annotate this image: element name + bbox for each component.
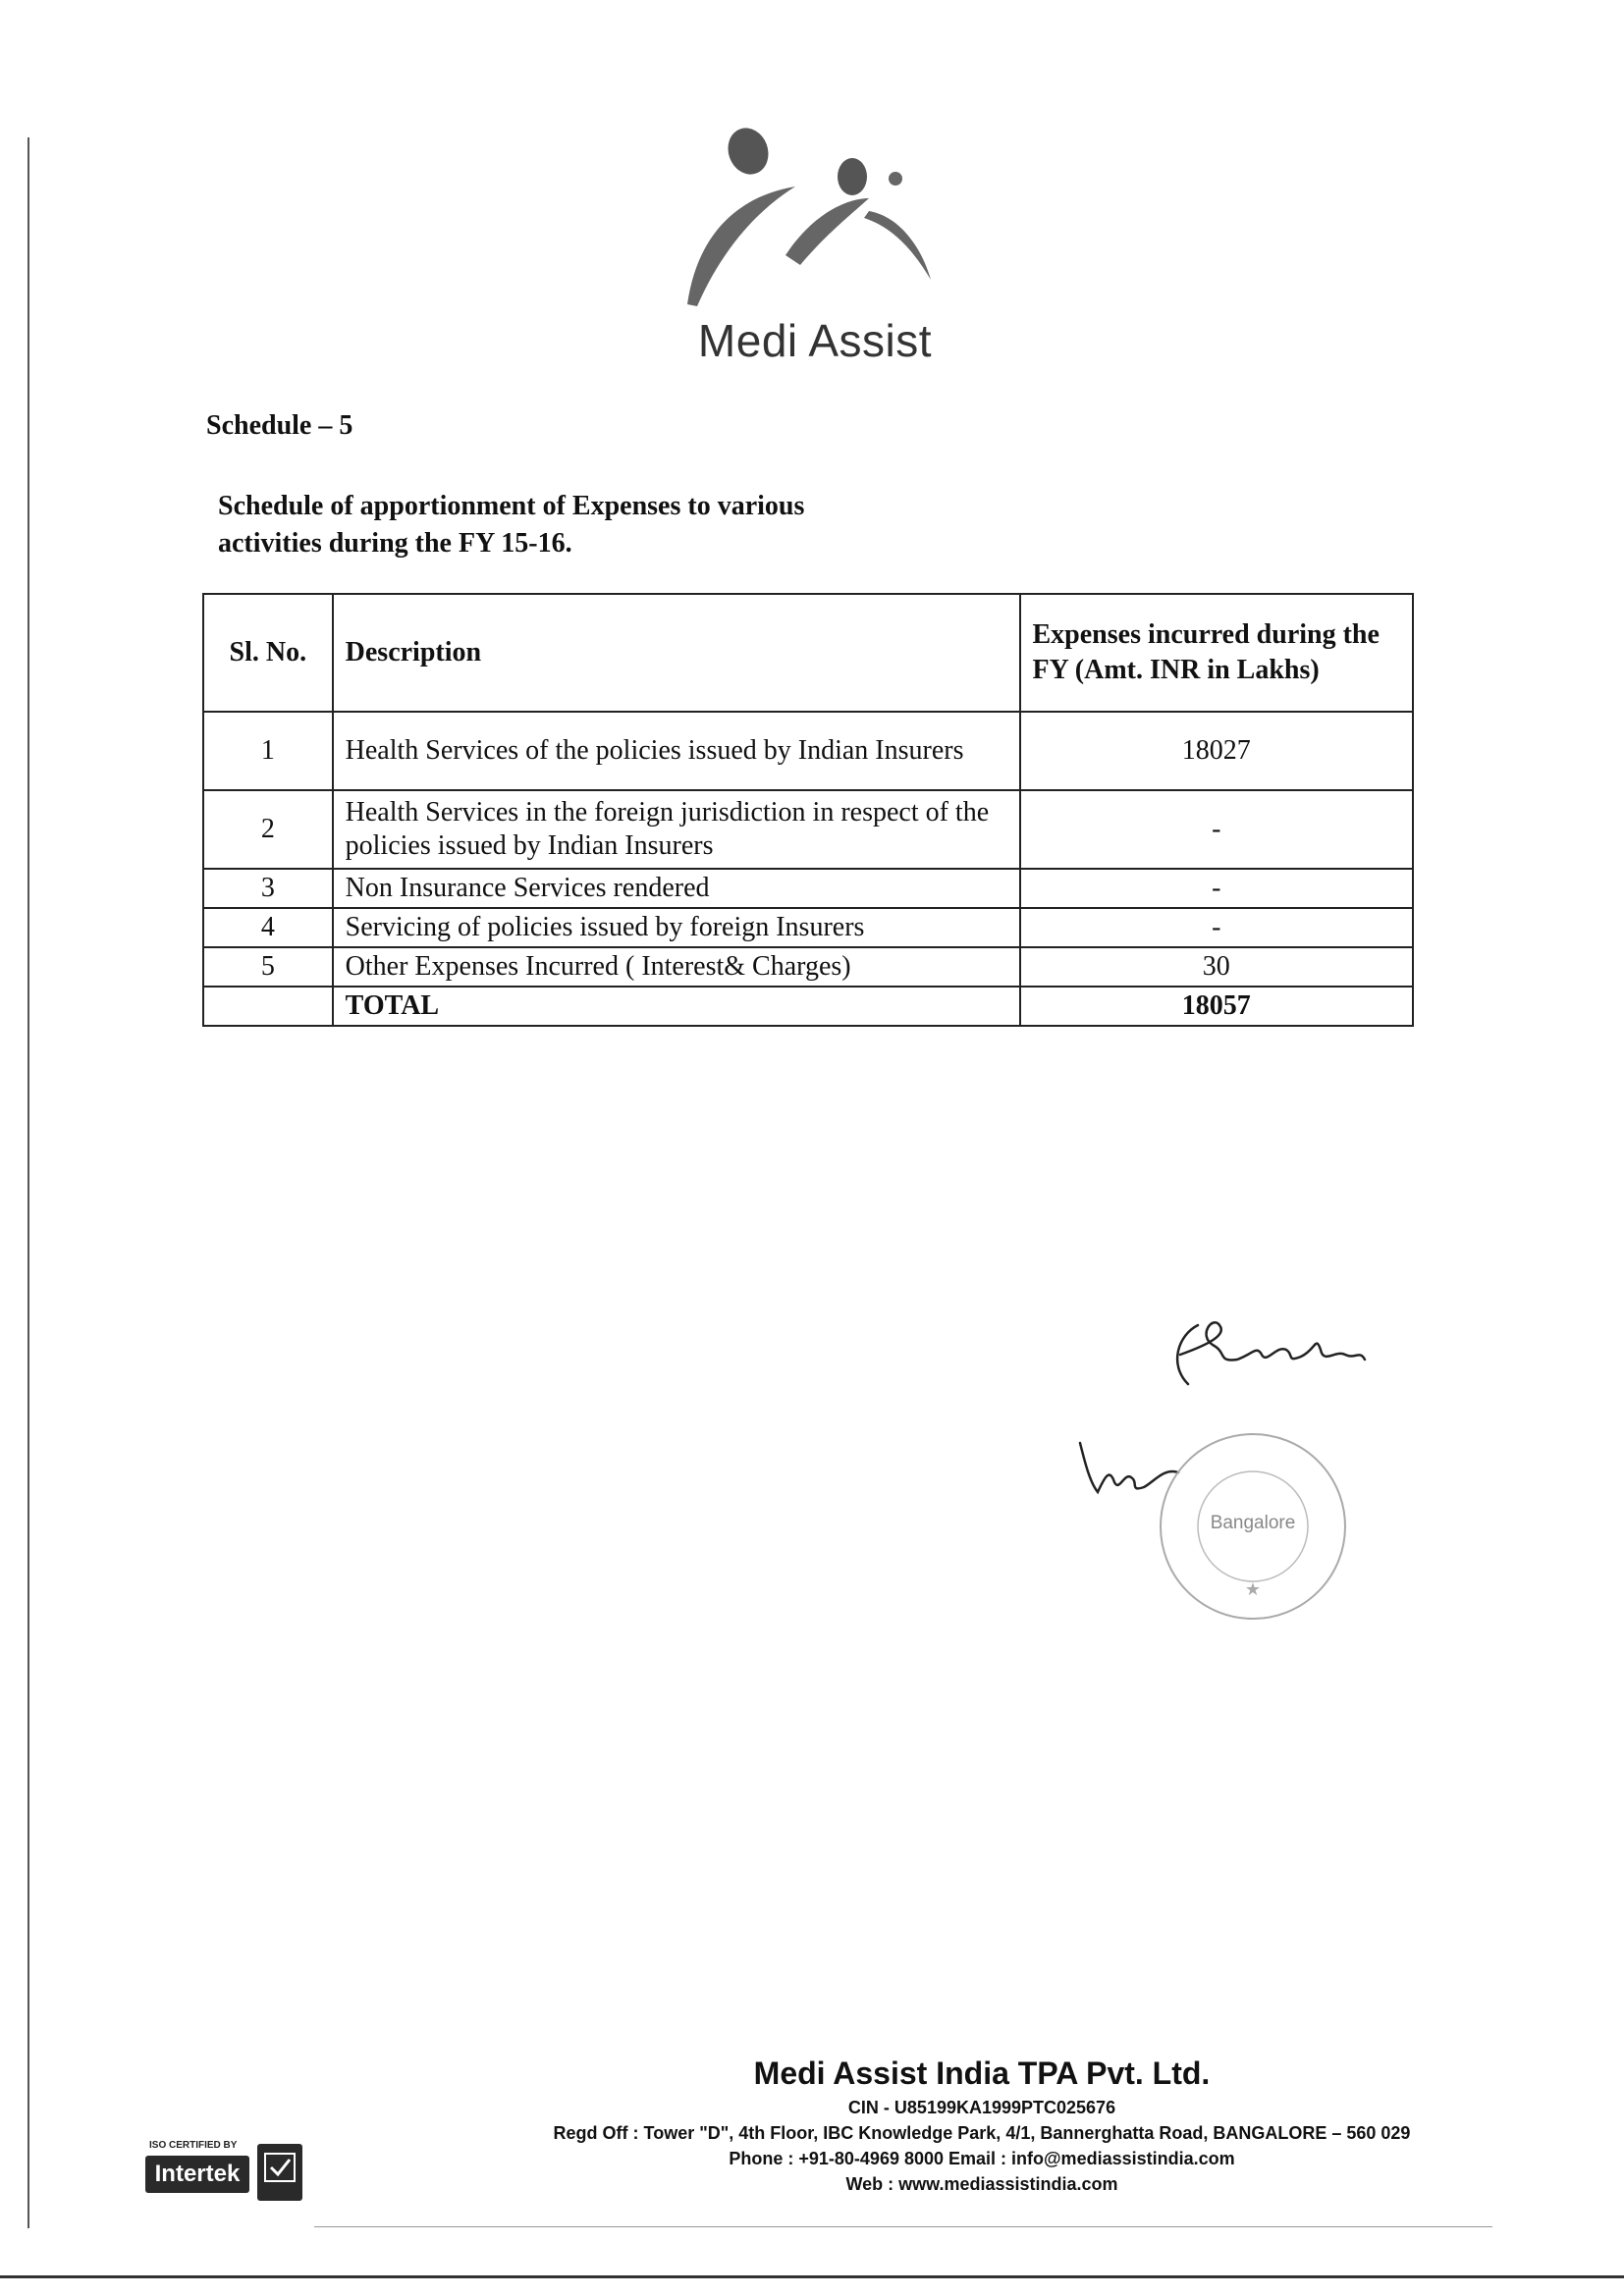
row-amount: 18027 xyxy=(1020,712,1414,790)
row-description: Health Services of the policies issued by Indian Insurers xyxy=(333,712,1020,790)
footer-cin: CIN - U85199KA1999PTC025676 xyxy=(847,2098,1116,2117)
medi-assist-logo xyxy=(668,118,962,373)
row-sl: 5 xyxy=(203,947,333,987)
row-description: Servicing of policies issued by foreign Insurers xyxy=(333,908,1020,947)
table-header-row xyxy=(203,594,1413,712)
iso-certification xyxy=(145,2140,318,2209)
svg-text:★: ★ xyxy=(1244,1579,1262,1600)
schedule-heading xyxy=(218,488,964,562)
total-sl-empty xyxy=(203,987,333,1026)
row-amount: - xyxy=(1020,869,1414,908)
header-sl-no: Sl. No. xyxy=(203,594,333,712)
seal-city: Bangalore xyxy=(1210,1513,1296,1533)
row-description: Health Services in the foreign jurisdiction in respect of the policies issued by Indian Insurers xyxy=(333,790,1020,869)
table-row xyxy=(203,712,1413,790)
scan-edge-left xyxy=(27,137,29,2228)
schedule-title: Schedule – 5 xyxy=(206,410,353,441)
header-description: Description xyxy=(333,594,1020,712)
footer-regd-office: Regd Off : Tower "D", 4th Floor, IBC Knowledge Park, 4/1, Bannerghatta Road, BANGALORE – 560 029 xyxy=(553,2123,1411,2143)
row-amount: 30 xyxy=(1020,947,1414,987)
row-sl: 3 xyxy=(203,869,333,908)
footer-web: Web : www.mediassistindia.com xyxy=(845,2174,1118,2194)
expenses-table xyxy=(202,593,1414,1027)
letterhead-footer xyxy=(412,2052,1551,2197)
total-label: TOTAL xyxy=(333,987,1020,1026)
logo-text: Medi Assist xyxy=(697,315,933,366)
row-sl: 1 xyxy=(203,712,333,790)
checkmark-icon xyxy=(257,2144,302,2201)
row-sl: 4 xyxy=(203,908,333,947)
schedule-heading-line1: Schedule of apportionment of Expenses to various xyxy=(218,491,805,521)
row-amount: - xyxy=(1020,908,1414,947)
footer-phone-email: Phone : +91-80-4969 8000 Email : info@mediassistindia.com xyxy=(729,2149,1235,2168)
table-row xyxy=(203,908,1413,947)
table-row xyxy=(203,790,1413,869)
footer-company: Medi Assist India TPA Pvt. Ltd. xyxy=(753,2056,1211,2091)
schedule-heading-line2: activities during the FY 15-16. xyxy=(218,528,572,559)
signature-upper xyxy=(1159,1306,1384,1414)
row-amount: - xyxy=(1020,790,1414,869)
cert-label: ISO CERTIFIED BY xyxy=(149,2140,238,2151)
table-row xyxy=(203,869,1413,908)
row-description: Other Expenses Incurred ( Interest& Charges) xyxy=(333,947,1020,987)
intertek-badge: Intertek xyxy=(145,2156,249,2193)
row-sl: 2 xyxy=(203,790,333,869)
row-description: Non Insurance Services rendered xyxy=(333,869,1020,908)
header-amount: Expenses incurred during the FY (Amt. INR in Lakhs) xyxy=(1020,594,1414,712)
company-seal xyxy=(1155,1428,1351,1625)
footer-rule xyxy=(314,2226,1492,2227)
table-total-row xyxy=(203,987,1413,1026)
total-amount: 18057 xyxy=(1020,987,1414,1026)
scan-edge-bottom xyxy=(0,2275,1624,2278)
logo-figures-icon xyxy=(668,118,962,314)
table-row xyxy=(203,947,1413,987)
